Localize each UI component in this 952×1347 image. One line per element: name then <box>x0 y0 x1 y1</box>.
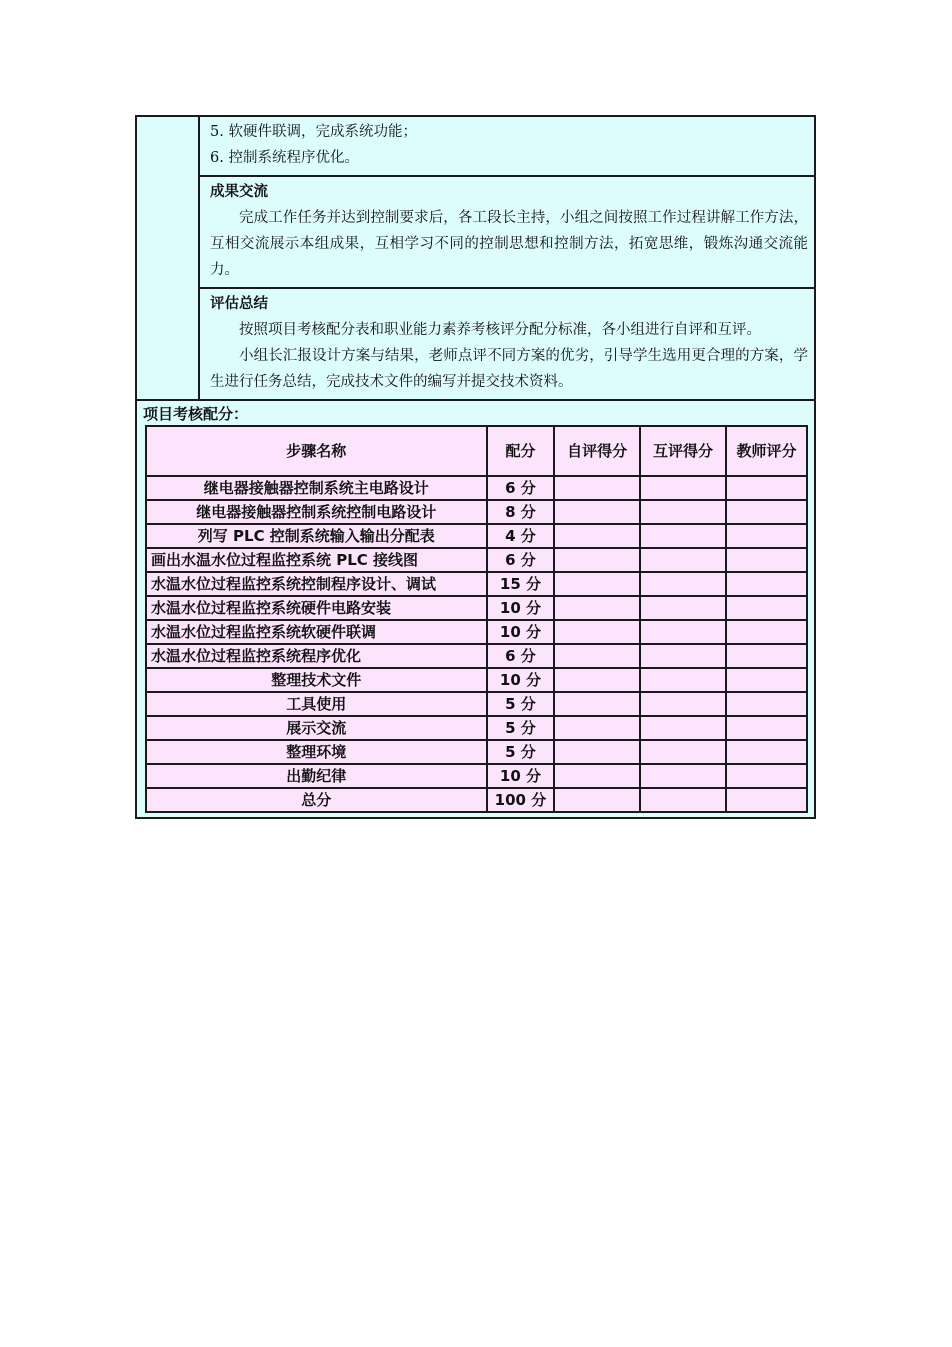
peer-score-cell[interactable] <box>640 620 726 644</box>
step-name-cell: 水温水位过程监控系统硬件电路安装 <box>146 596 487 620</box>
peer-score-cell[interactable] <box>640 668 726 692</box>
self-score-cell[interactable] <box>554 524 640 548</box>
table-row <box>146 788 807 812</box>
teacher-score-cell[interactable] <box>726 500 807 524</box>
evaluation-paragraph-1: 按照项目考核配分表和职业能力素养考核评分配分标准，各小组进行自评和互评。 <box>239 322 761 338</box>
teacher-score-cell[interactable] <box>726 644 807 668</box>
table-row <box>146 596 807 620</box>
points-cell: 10 分 <box>487 620 555 644</box>
peer-score-cell[interactable] <box>640 692 726 716</box>
header-points: 配分 <box>487 426 555 476</box>
step-name-cell: 出勤纪律 <box>146 764 487 788</box>
peer-score-cell[interactable] <box>640 548 726 572</box>
blank-label-column <box>137 117 200 399</box>
points-cell: 5 分 <box>487 716 555 740</box>
points-cell: 10 分 <box>487 596 555 620</box>
peer-score-cell[interactable] <box>640 476 726 500</box>
exchange-title: 成果交流 <box>210 184 268 200</box>
score-title: 项目考核配分： <box>143 405 249 423</box>
table-row <box>146 620 807 644</box>
step-5: 5. 软硬件联调，完成系统功能； <box>210 124 417 140</box>
evaluation-paragraph-2: 小组长汇报设计方案与结果，老师点评不同方案的优劣，引导学生选用更合理的方案，学生进行任务总结，完成技术文件的编写并提交技术资料。 <box>210 348 808 390</box>
table-row <box>146 644 807 668</box>
table-row <box>146 476 807 500</box>
points-cell: 6 分 <box>487 644 555 668</box>
step-name-cell: 水温水位过程监控系统软硬件联调 <box>146 620 487 644</box>
points-cell: 6 分 <box>487 548 555 572</box>
steps-continued <box>200 117 814 177</box>
peer-score-cell[interactable] <box>640 788 726 812</box>
step-name-cell: 展示交流 <box>146 716 487 740</box>
self-score-cell[interactable] <box>554 716 640 740</box>
teacher-score-cell[interactable] <box>726 740 807 764</box>
self-score-cell[interactable] <box>554 572 640 596</box>
teacher-score-cell[interactable] <box>726 572 807 596</box>
header-self-score: 自评得分 <box>554 426 640 476</box>
step-name-cell: 整理技术文件 <box>146 668 487 692</box>
step-name-cell: 水温水位过程监控系统控制程序设计、调试 <box>146 572 487 596</box>
table-row <box>146 524 807 548</box>
header-step-name: 步骤名称 <box>146 426 487 476</box>
step-name-cell: 继电器接触器控制系统控制电路设计 <box>146 500 487 524</box>
teacher-score-cell[interactable] <box>726 716 807 740</box>
table-row <box>146 740 807 764</box>
self-score-cell[interactable] <box>554 788 640 812</box>
teacher-score-cell[interactable] <box>726 620 807 644</box>
self-score-cell[interactable] <box>554 644 640 668</box>
points-cell: 10 分 <box>487 668 555 692</box>
exchange-section <box>200 177 814 289</box>
process-section <box>137 117 814 401</box>
teacher-score-cell[interactable] <box>726 476 807 500</box>
peer-score-cell[interactable] <box>640 500 726 524</box>
self-score-cell[interactable] <box>554 620 640 644</box>
step-name-cell: 总分 <box>146 788 487 812</box>
teacher-score-cell[interactable] <box>726 596 807 620</box>
table-row <box>146 500 807 524</box>
peer-score-cell[interactable] <box>640 524 726 548</box>
teacher-score-cell[interactable] <box>726 524 807 548</box>
self-score-cell[interactable] <box>554 668 640 692</box>
step-name-cell: 列写 PLC 控制系统输入输出分配表 <box>146 524 487 548</box>
self-score-cell[interactable] <box>554 764 640 788</box>
document-table <box>135 115 816 819</box>
header-teacher-score: 教师评分 <box>726 426 807 476</box>
teacher-score-cell[interactable] <box>726 764 807 788</box>
points-cell: 5 分 <box>487 692 555 716</box>
evaluation-section <box>200 289 814 399</box>
teacher-score-cell[interactable] <box>726 788 807 812</box>
points-cell: 10 分 <box>487 764 555 788</box>
teacher-score-cell[interactable] <box>726 548 807 572</box>
points-cell: 4 分 <box>487 524 555 548</box>
self-score-cell[interactable] <box>554 548 640 572</box>
peer-score-cell[interactable] <box>640 644 726 668</box>
self-score-cell[interactable] <box>554 500 640 524</box>
step-6: 6. 控制系统程序优化。 <box>210 150 359 166</box>
score-body <box>146 476 807 812</box>
peer-score-cell[interactable] <box>640 740 726 764</box>
table-row <box>146 764 807 788</box>
table-row <box>146 692 807 716</box>
step-name-cell: 继电器接触器控制系统主电路设计 <box>146 476 487 500</box>
teacher-score-cell[interactable] <box>726 668 807 692</box>
points-cell: 8 分 <box>487 500 555 524</box>
step-name-cell: 画出水温水位过程监控系统 PLC 接线图 <box>146 548 487 572</box>
step-name-cell: 工具使用 <box>146 692 487 716</box>
peer-score-cell[interactable] <box>640 596 726 620</box>
self-score-cell[interactable] <box>554 596 640 620</box>
table-row <box>146 668 807 692</box>
content-column <box>200 117 814 399</box>
score-table <box>145 425 808 813</box>
table-row <box>146 548 807 572</box>
step-name-cell: 水温水位过程监控系统程序优化 <box>146 644 487 668</box>
points-cell: 15 分 <box>487 572 555 596</box>
exchange-paragraph: 完成工作任务并达到控制要求后，各工段长主持，小组之间按照工作过程讲解工作方法，互相交流展示本组成果，互相学习不同的控制思想和控制方法，拓宽思维，锻炼沟通交流能力。 <box>210 210 808 278</box>
score-header-row <box>146 426 807 476</box>
self-score-cell[interactable] <box>554 692 640 716</box>
table-row <box>146 716 807 740</box>
peer-score-cell[interactable] <box>640 764 726 788</box>
table-row <box>146 572 807 596</box>
points-cell: 5 分 <box>487 740 555 764</box>
points-cell: 100 分 <box>487 788 555 812</box>
step-name-cell: 整理环境 <box>146 740 487 764</box>
points-cell: 6 分 <box>487 476 555 500</box>
teacher-score-cell[interactable] <box>726 692 807 716</box>
peer-score-cell[interactable] <box>640 572 726 596</box>
self-score-cell[interactable] <box>554 740 640 764</box>
evaluation-title: 评估总结 <box>210 296 268 312</box>
peer-score-cell[interactable] <box>640 716 726 740</box>
score-section <box>137 401 814 817</box>
header-peer-score: 互评得分 <box>640 426 726 476</box>
self-score-cell[interactable] <box>554 476 640 500</box>
